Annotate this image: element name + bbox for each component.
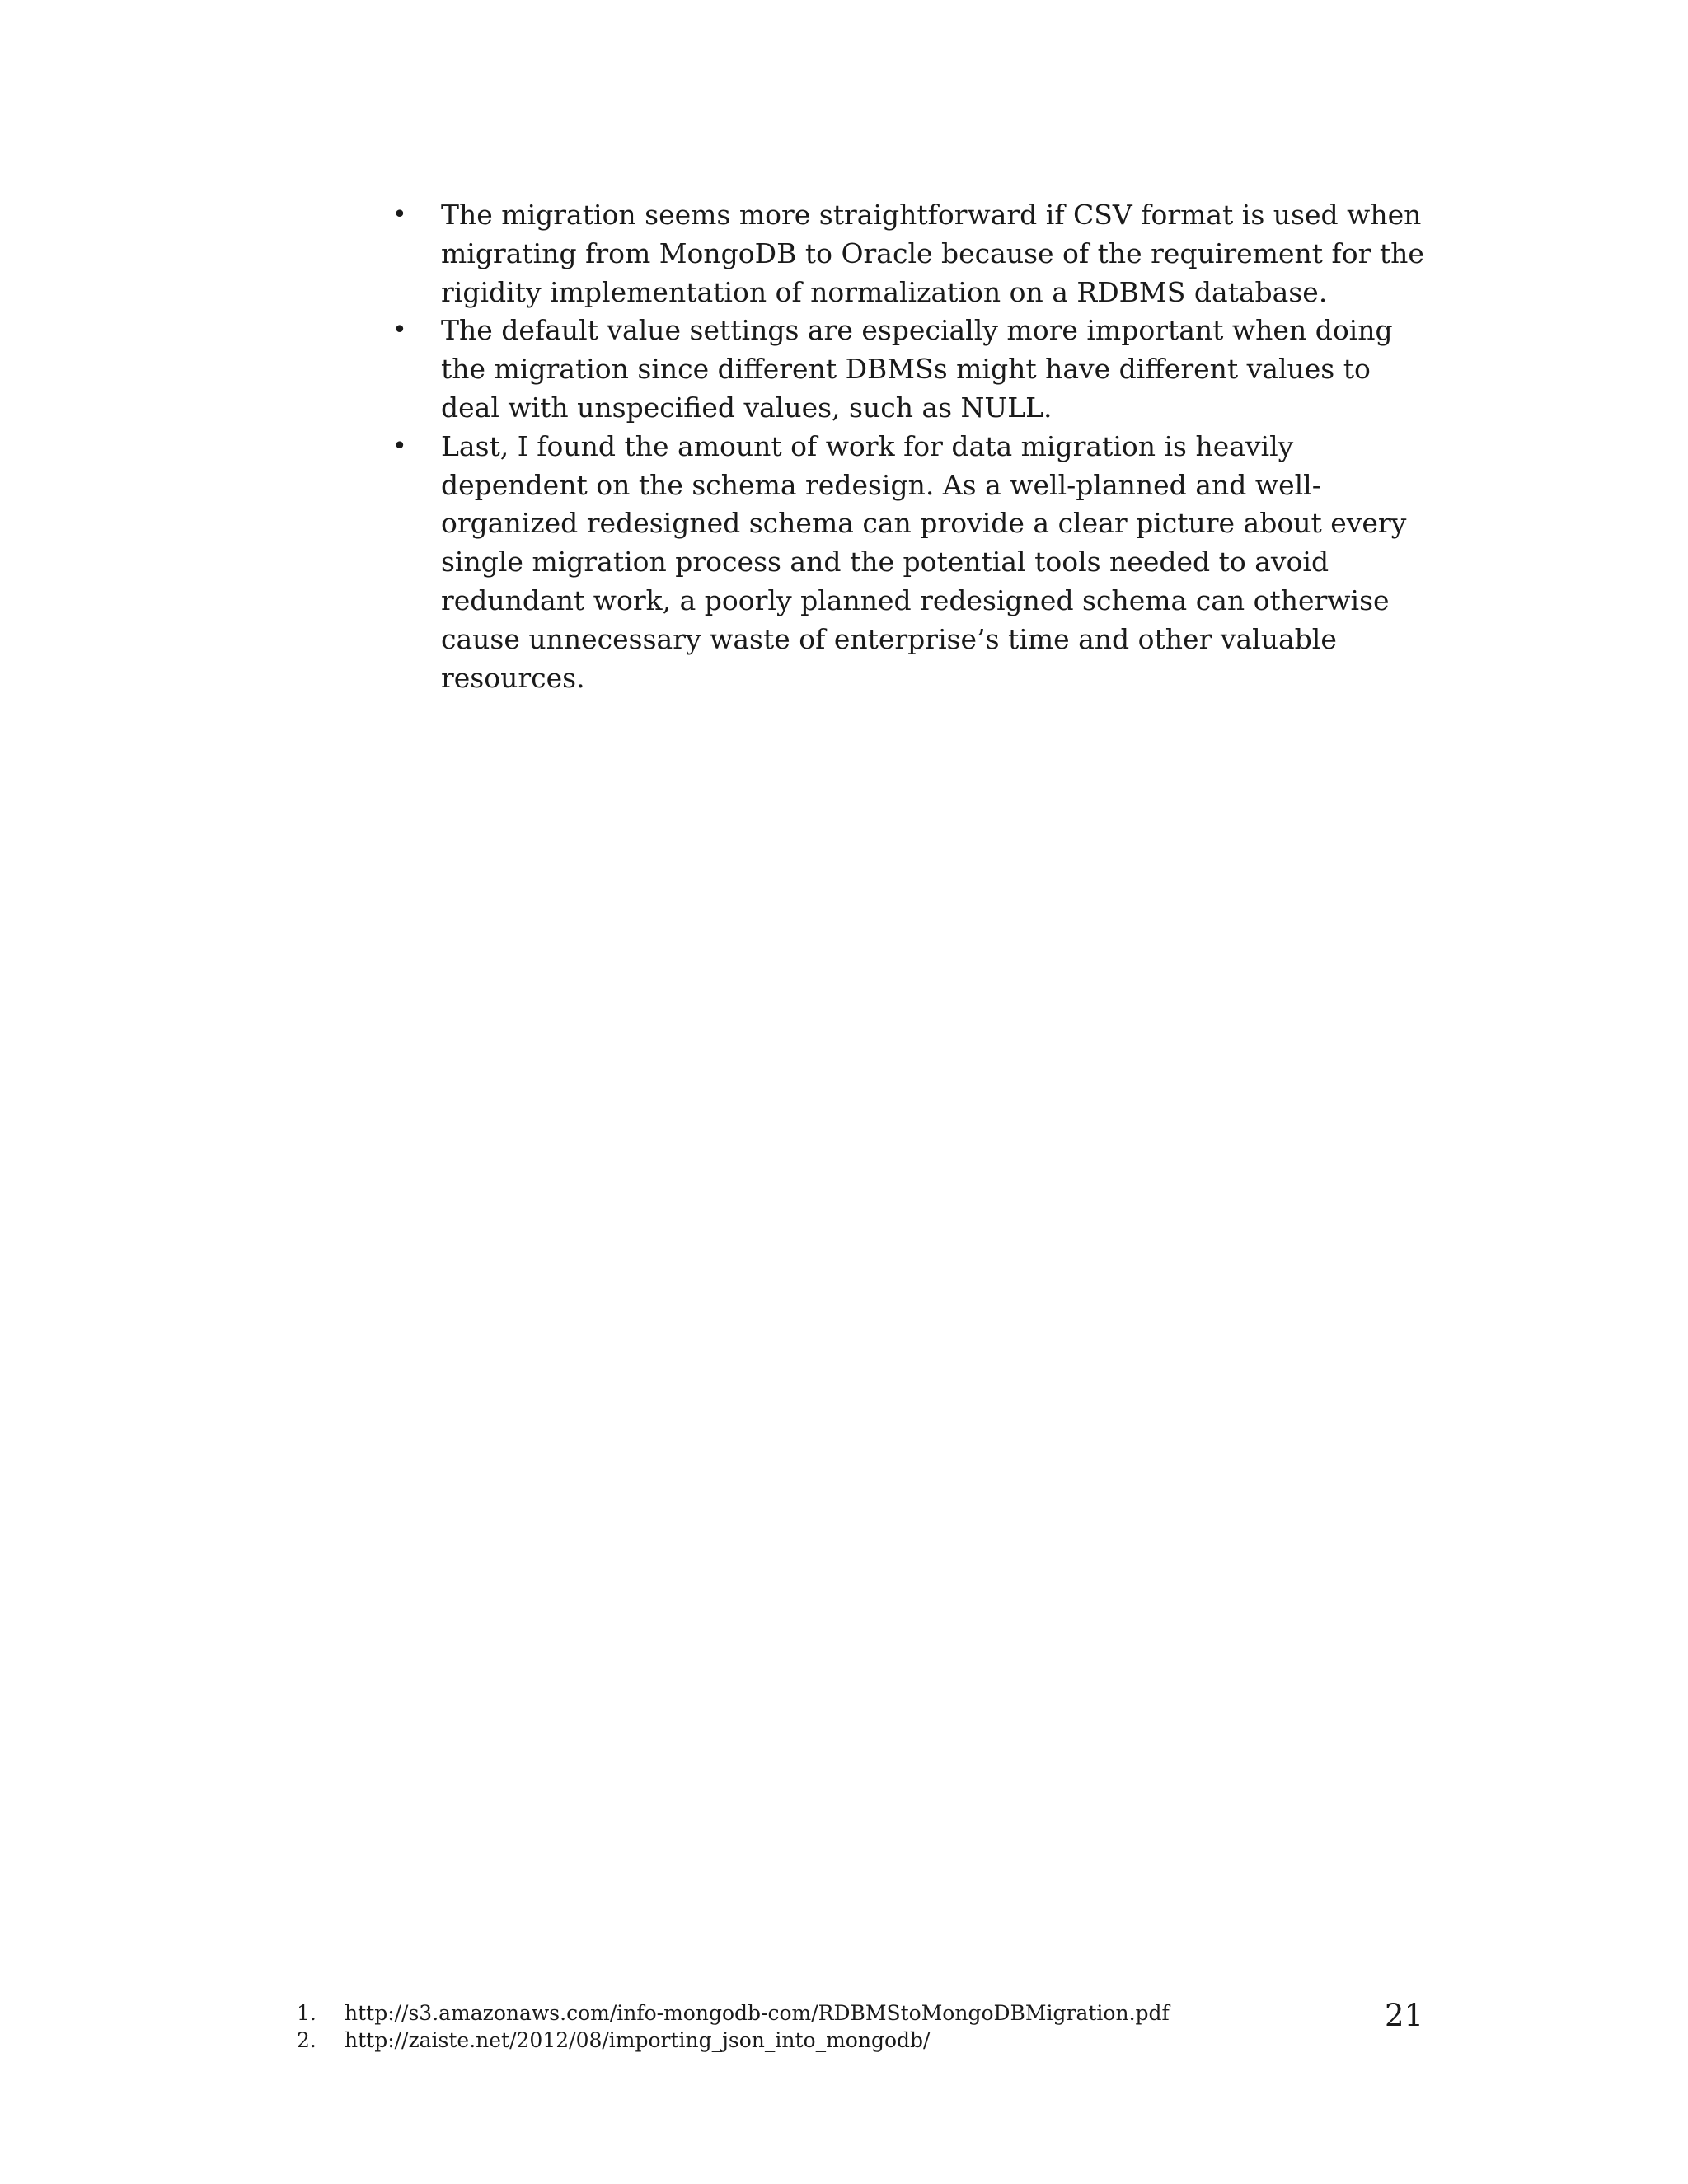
bullet-item-3 [387, 428, 1434, 698]
footnotes [297, 1999, 1286, 2054]
footnote-1 [297, 1999, 1286, 2027]
footnote-2 [297, 2027, 1286, 2054]
footnote-link[interactable]: http://s3.amazonaws.com/info-mongodb-com/RDBMStoMongoDBMigration.pdf [345, 2001, 1170, 2025]
page-number: 21 [1385, 1998, 1424, 2033]
bullet-list [387, 196, 1434, 697]
bullet-text: The migration seems more straightforward if CSV format is used when migrating from MongoDB to Oracle because of the requirement for the rigidity implementation of normalization on a RDBMS database. [441, 199, 1424, 308]
footnote-number: 1. [297, 2001, 316, 2025]
footnote-number: 2. [297, 2028, 316, 2052]
bullet-marker: • [392, 316, 407, 345]
bullet-marker: • [392, 200, 407, 229]
footnote-link[interactable]: http://zaiste.net/2012/08/importing_json_into_mongodb/ [345, 2028, 931, 2052]
bullet-item-2 [387, 312, 1434, 427]
bullet-marker: • [392, 431, 407, 461]
bullet-text: Last, I found the amount of work for data migration is heavily dependent on the schema redesign. As a well-planned and well-organized redesigned schema can provide a clear picture about every single migration process and the potential tools needed to avoid redundant work, a poorly planned redesigned schema can otherwise cause unnecessary waste of enterprise’s time and other valuable resources. [441, 429, 1407, 694]
bullet-item-1 [387, 196, 1434, 312]
bullet-text: The default value settings are especially more important when doing the migration since different DBMSs might have different values to deal with unspecified values, such as NULL. [441, 314, 1393, 424]
